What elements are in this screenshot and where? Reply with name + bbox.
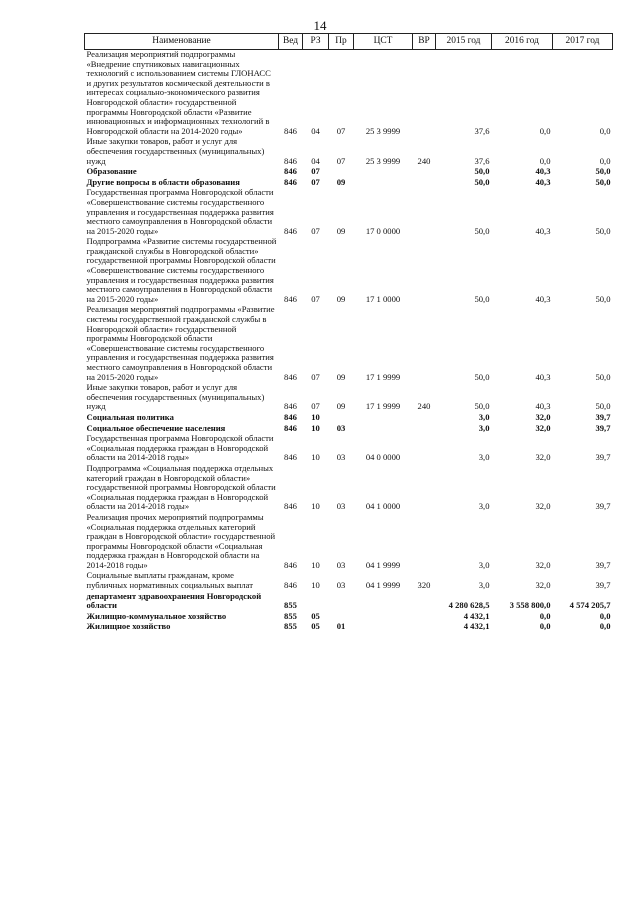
row-name-cell: Подпрограмма «Развитие системы государственной гражданской службы в Новгородской области» государственной программы Новгородской области «Совершенствование системы государственного управления и государственная поддержка развития местного самоуправления в Новгородской области на 2015-2020 годы» <box>86 236 277 304</box>
row-ved-cell: 846 <box>284 559 297 570</box>
row-pr-cell: 09 <box>336 176 346 187</box>
row-cst-cell: 17 1 0000 <box>365 293 401 304</box>
row-2015-cell: 37,6 <box>474 155 490 166</box>
table-row <box>85 434 613 464</box>
row-cst-cell <box>354 178 413 189</box>
row-pr-cell: 09 <box>336 401 346 412</box>
row-name-cell: департамент здравоохранения Новгородской области <box>86 590 262 611</box>
table-row <box>85 513 613 572</box>
col-header-vr: ВР <box>413 34 436 50</box>
col-header-2017: 2017 год <box>553 34 613 50</box>
row-2016-cell: 40,3 <box>535 371 551 382</box>
row-2015-cell: 3,0 <box>478 501 490 512</box>
row-2016-cell: 32,0 <box>535 452 551 463</box>
row-pr-cell: 03 <box>336 452 346 463</box>
row-name-cell: Жилищно-коммунальное хозяйство <box>86 610 227 621</box>
row-2017-cell: 4 574 205,7 <box>569 600 611 611</box>
row-2016-cell: 32,0 <box>535 501 551 512</box>
row-ved-cell: 846 <box>284 225 297 236</box>
row-rz-cell: 07 <box>311 401 320 412</box>
row-cst-cell <box>354 612 413 623</box>
row-2015-cell: 50,0 <box>474 225 490 236</box>
row-vr-cell <box>413 513 436 572</box>
row-vr-cell <box>413 237 436 305</box>
row-rz-cell: 05 <box>311 621 320 632</box>
table-header-row <box>85 34 613 50</box>
row-vr-cell <box>413 612 436 623</box>
row-2016-cell: 0,0 <box>539 610 551 621</box>
row-rz-cell: 10 <box>311 411 320 422</box>
table-body <box>85 50 613 634</box>
row-2017-cell: 39,7 <box>595 411 611 422</box>
row-ved-cell: 846 <box>284 155 297 166</box>
row-2017-cell: 39,7 <box>595 559 611 570</box>
table-row <box>85 571 613 591</box>
row-ved-cell: 846 <box>284 125 297 136</box>
budget-table <box>84 33 613 633</box>
row-vr-cell <box>413 178 436 189</box>
row-cst-cell: 25 3 9999 <box>365 155 401 166</box>
row-rz-cell: 10 <box>311 452 320 463</box>
row-name-cell: Государственная программа Новгородской области «Социальная поддержка граждан в Новгородской области на 2014-2018 годы» <box>86 433 274 463</box>
row-2017-cell: 50,0 <box>595 176 611 187</box>
row-2016-cell: 3 558 800,0 <box>509 600 551 611</box>
table-row <box>85 50 613 138</box>
row-ved-cell: 855 <box>284 610 297 621</box>
row-2015-cell: 50,0 <box>474 371 490 382</box>
row-pr-cell: 03 <box>336 559 346 570</box>
row-pr-cell <box>329 413 354 424</box>
row-vr-cell <box>413 50 436 138</box>
row-2016-cell: 40,3 <box>535 293 551 304</box>
row-2017-cell: 50,0 <box>595 293 611 304</box>
row-2017-cell: 0,0 <box>599 610 611 621</box>
row-2015-cell: 4 280 628,5 <box>448 600 490 611</box>
row-rz-cell: 10 <box>311 422 320 433</box>
row-2015-cell: 50,0 <box>474 293 490 304</box>
row-2016-cell: 32,0 <box>535 411 551 422</box>
row-rz-cell: 10 <box>311 559 320 570</box>
row-2015-cell: 4 432,1 <box>463 621 490 632</box>
row-vr-cell: 240 <box>417 401 431 412</box>
row-rz-cell: 07 <box>311 166 320 177</box>
row-cst-cell <box>354 622 413 633</box>
row-rz-cell: 07 <box>311 371 320 382</box>
row-name-cell: Жилищное хозяйство <box>86 621 171 632</box>
row-ved-cell: 846 <box>284 411 297 422</box>
row-2015-cell: 37,6 <box>474 125 490 136</box>
row-2016-cell: 32,0 <box>535 559 551 570</box>
row-rz-cell: 04 <box>311 155 320 166</box>
row-2015-cell: 50,0 <box>474 166 490 177</box>
table-row <box>85 383 613 413</box>
table-row <box>85 622 613 633</box>
col-header-2016: 2016 год <box>492 34 553 50</box>
row-cst-cell: 04 1 9999 <box>365 580 401 591</box>
row-name-cell: Социальная политика <box>86 411 174 422</box>
row-cst-cell: 04 1 9999 <box>365 559 401 570</box>
col-header-ved: Вед <box>279 34 303 50</box>
row-name-cell: Иные закупки товаров, работ и услуг для обеспечения государственных (муниципальных) нужд <box>86 382 265 412</box>
row-2016-cell: 0,0 <box>539 125 551 136</box>
row-2016-cell: 32,0 <box>535 580 551 591</box>
table-row <box>85 188 613 237</box>
row-2015-cell: 3,0 <box>478 580 490 591</box>
row-2016-cell: 40,3 <box>535 176 551 187</box>
row-pr-cell <box>329 592 354 612</box>
table-row <box>85 305 613 383</box>
row-pr-cell: 01 <box>336 621 346 632</box>
row-vr-cell <box>413 188 436 237</box>
row-ved-cell: 846 <box>284 501 297 512</box>
col-header-rz: РЗ <box>303 34 329 50</box>
row-2015-cell: 50,0 <box>474 401 490 412</box>
row-ved-cell: 855 <box>284 600 297 611</box>
row-ved-cell: 846 <box>284 166 297 177</box>
row-name-cell: Другие вопросы в области образования <box>86 176 240 187</box>
row-name-cell: Социальное обеспечение населения <box>86 422 226 433</box>
row-cst-cell <box>354 592 413 612</box>
row-pr-cell: 03 <box>336 501 346 512</box>
row-name-cell: Реализация мероприятий подпрограммы «Внедрение спутниковых навигационных технологий с использованием системы ГЛОНАСС и других результатов космической деятельности в интересах социально-экономического развития Новгородской области» государственной программы Новгородской области «Развитие инновационных и информационных технологий в Новгородской области на 2014-2020 годы» <box>86 49 271 136</box>
row-2017-cell: 39,7 <box>595 580 611 591</box>
row-ved-cell: 846 <box>284 580 297 591</box>
row-pr-cell: 09 <box>336 225 346 236</box>
table-row <box>85 413 613 424</box>
row-2017-cell: 50,0 <box>595 225 611 236</box>
row-2015-cell: 3,0 <box>478 422 490 433</box>
col-header-2015: 2015 год <box>436 34 492 50</box>
row-2016-cell: 32,0 <box>535 422 551 433</box>
row-2017-cell: 39,7 <box>595 452 611 463</box>
row-name-cell: Государственная программа Новгородской области «Совершенствование системы государственного управления и государственная поддержка развития местного самоуправления в Новгородской области на 2015-2020 годы» <box>86 187 274 236</box>
table-row <box>85 464 613 513</box>
row-cst-cell: 17 0 0000 <box>365 225 401 236</box>
row-name-cell: Образование <box>86 166 137 177</box>
table-row <box>85 237 613 305</box>
row-2017-cell: 39,7 <box>595 422 611 433</box>
col-header-name: Наименование <box>85 34 279 50</box>
row-2015-cell: 4 432,1 <box>463 610 490 621</box>
row-rz-cell: 07 <box>311 225 320 236</box>
row-ved-cell: 846 <box>284 401 297 412</box>
row-pr-cell: 07 <box>336 125 346 136</box>
row-cst-cell: 04 1 0000 <box>365 501 401 512</box>
row-cst-cell <box>354 413 413 424</box>
table-row <box>85 592 613 612</box>
row-2015-cell: 3,0 <box>478 452 490 463</box>
row-vr-cell <box>413 592 436 612</box>
col-header-cst: ЦСТ <box>354 34 413 50</box>
row-vr-cell <box>413 167 436 178</box>
row-2016-cell: 40,3 <box>535 225 551 236</box>
row-2015-cell: 3,0 <box>478 559 490 570</box>
row-vr-cell <box>413 434 436 464</box>
row-ved-cell: 846 <box>284 422 297 433</box>
row-2017-cell: 0,0 <box>599 125 611 136</box>
row-2015-cell: 3,0 <box>478 411 490 422</box>
row-vr-cell <box>413 424 436 435</box>
row-vr-cell: 320 <box>417 580 431 591</box>
row-ved-cell: 846 <box>284 293 297 304</box>
row-cst-cell <box>354 424 413 435</box>
row-pr-cell: 03 <box>336 580 346 591</box>
row-rz-cell: 10 <box>311 580 320 591</box>
row-2017-cell: 39,7 <box>595 501 611 512</box>
row-name-cell: Подпрограмма «Социальная поддержка отдельных категорий граждан в Новгородской области» государственной программы Новгородской области «Социальная поддержка граждан в Новгородской области на 2014-2018 годы» <box>86 462 276 512</box>
row-2017-cell: 50,0 <box>595 166 611 177</box>
row-cst-cell: 04 0 0000 <box>365 452 401 463</box>
row-cst-cell: 25 3 9999 <box>365 125 401 136</box>
row-vr-cell <box>413 622 436 633</box>
row-vr-cell <box>413 413 436 424</box>
row-2017-cell: 0,0 <box>599 155 611 166</box>
row-ved-cell: 846 <box>284 176 297 187</box>
row-name-cell: Иные закупки товаров, работ и услуг для обеспечения государственных (муниципальных) нужд <box>86 136 265 166</box>
row-rz-cell: 10 <box>311 501 320 512</box>
row-name-cell: Социальные выплаты гражданам, кроме публичных нормативных социальных выплат <box>86 570 254 591</box>
row-rz-cell: 07 <box>311 293 320 304</box>
row-name-cell: Реализация прочих мероприятий подпрограммы «Социальная поддержка отдельных категорий граждан в Новгородской области» государственной программы Новгородской области «Социальная поддержка граждан в Новгородской области на 2014-2018 годы» <box>86 511 276 570</box>
row-name-cell: Реализация мероприятий подпрограммы «Развитие системы государственной гражданской службы в Новгородской области» государственной программы Новгородской области «Совершенствование системы государственного управления и государственная поддержка развития местного самоуправления в Новгородской области на 2015-2020 годы» <box>86 304 275 382</box>
row-rz-cell: 05 <box>311 610 320 621</box>
row-ved-cell: 846 <box>284 452 297 463</box>
row-cst-cell: 17 1 9999 <box>365 401 401 412</box>
table-row <box>85 137 613 167</box>
row-vr-cell <box>413 464 436 513</box>
row-2016-cell: 40,3 <box>535 401 551 412</box>
row-ved-cell: 855 <box>284 621 297 632</box>
row-2017-cell: 50,0 <box>595 401 611 412</box>
row-vr-cell: 240 <box>417 155 431 166</box>
col-header-pr: Пр <box>329 34 354 50</box>
row-2017-cell: 0,0 <box>599 621 611 632</box>
row-rz-cell: 07 <box>311 176 320 187</box>
row-cst-cell: 17 1 9999 <box>365 371 401 382</box>
row-rz-cell: 04 <box>311 125 320 136</box>
row-pr-cell: 09 <box>336 371 346 382</box>
row-2017-cell: 50,0 <box>595 371 611 382</box>
row-ved-cell: 846 <box>284 371 297 382</box>
row-vr-cell <box>413 305 436 383</box>
row-pr-cell: 03 <box>336 422 346 433</box>
row-2016-cell: 40,3 <box>535 166 551 177</box>
row-pr-cell: 07 <box>336 155 346 166</box>
row-2016-cell: 0,0 <box>539 155 551 166</box>
row-2015-cell: 50,0 <box>474 176 490 187</box>
row-cst-cell <box>354 167 413 178</box>
row-pr-cell: 09 <box>336 293 346 304</box>
row-rz-cell <box>303 592 329 612</box>
row-2016-cell: 0,0 <box>539 621 551 632</box>
page-number: 14 <box>313 18 327 33</box>
